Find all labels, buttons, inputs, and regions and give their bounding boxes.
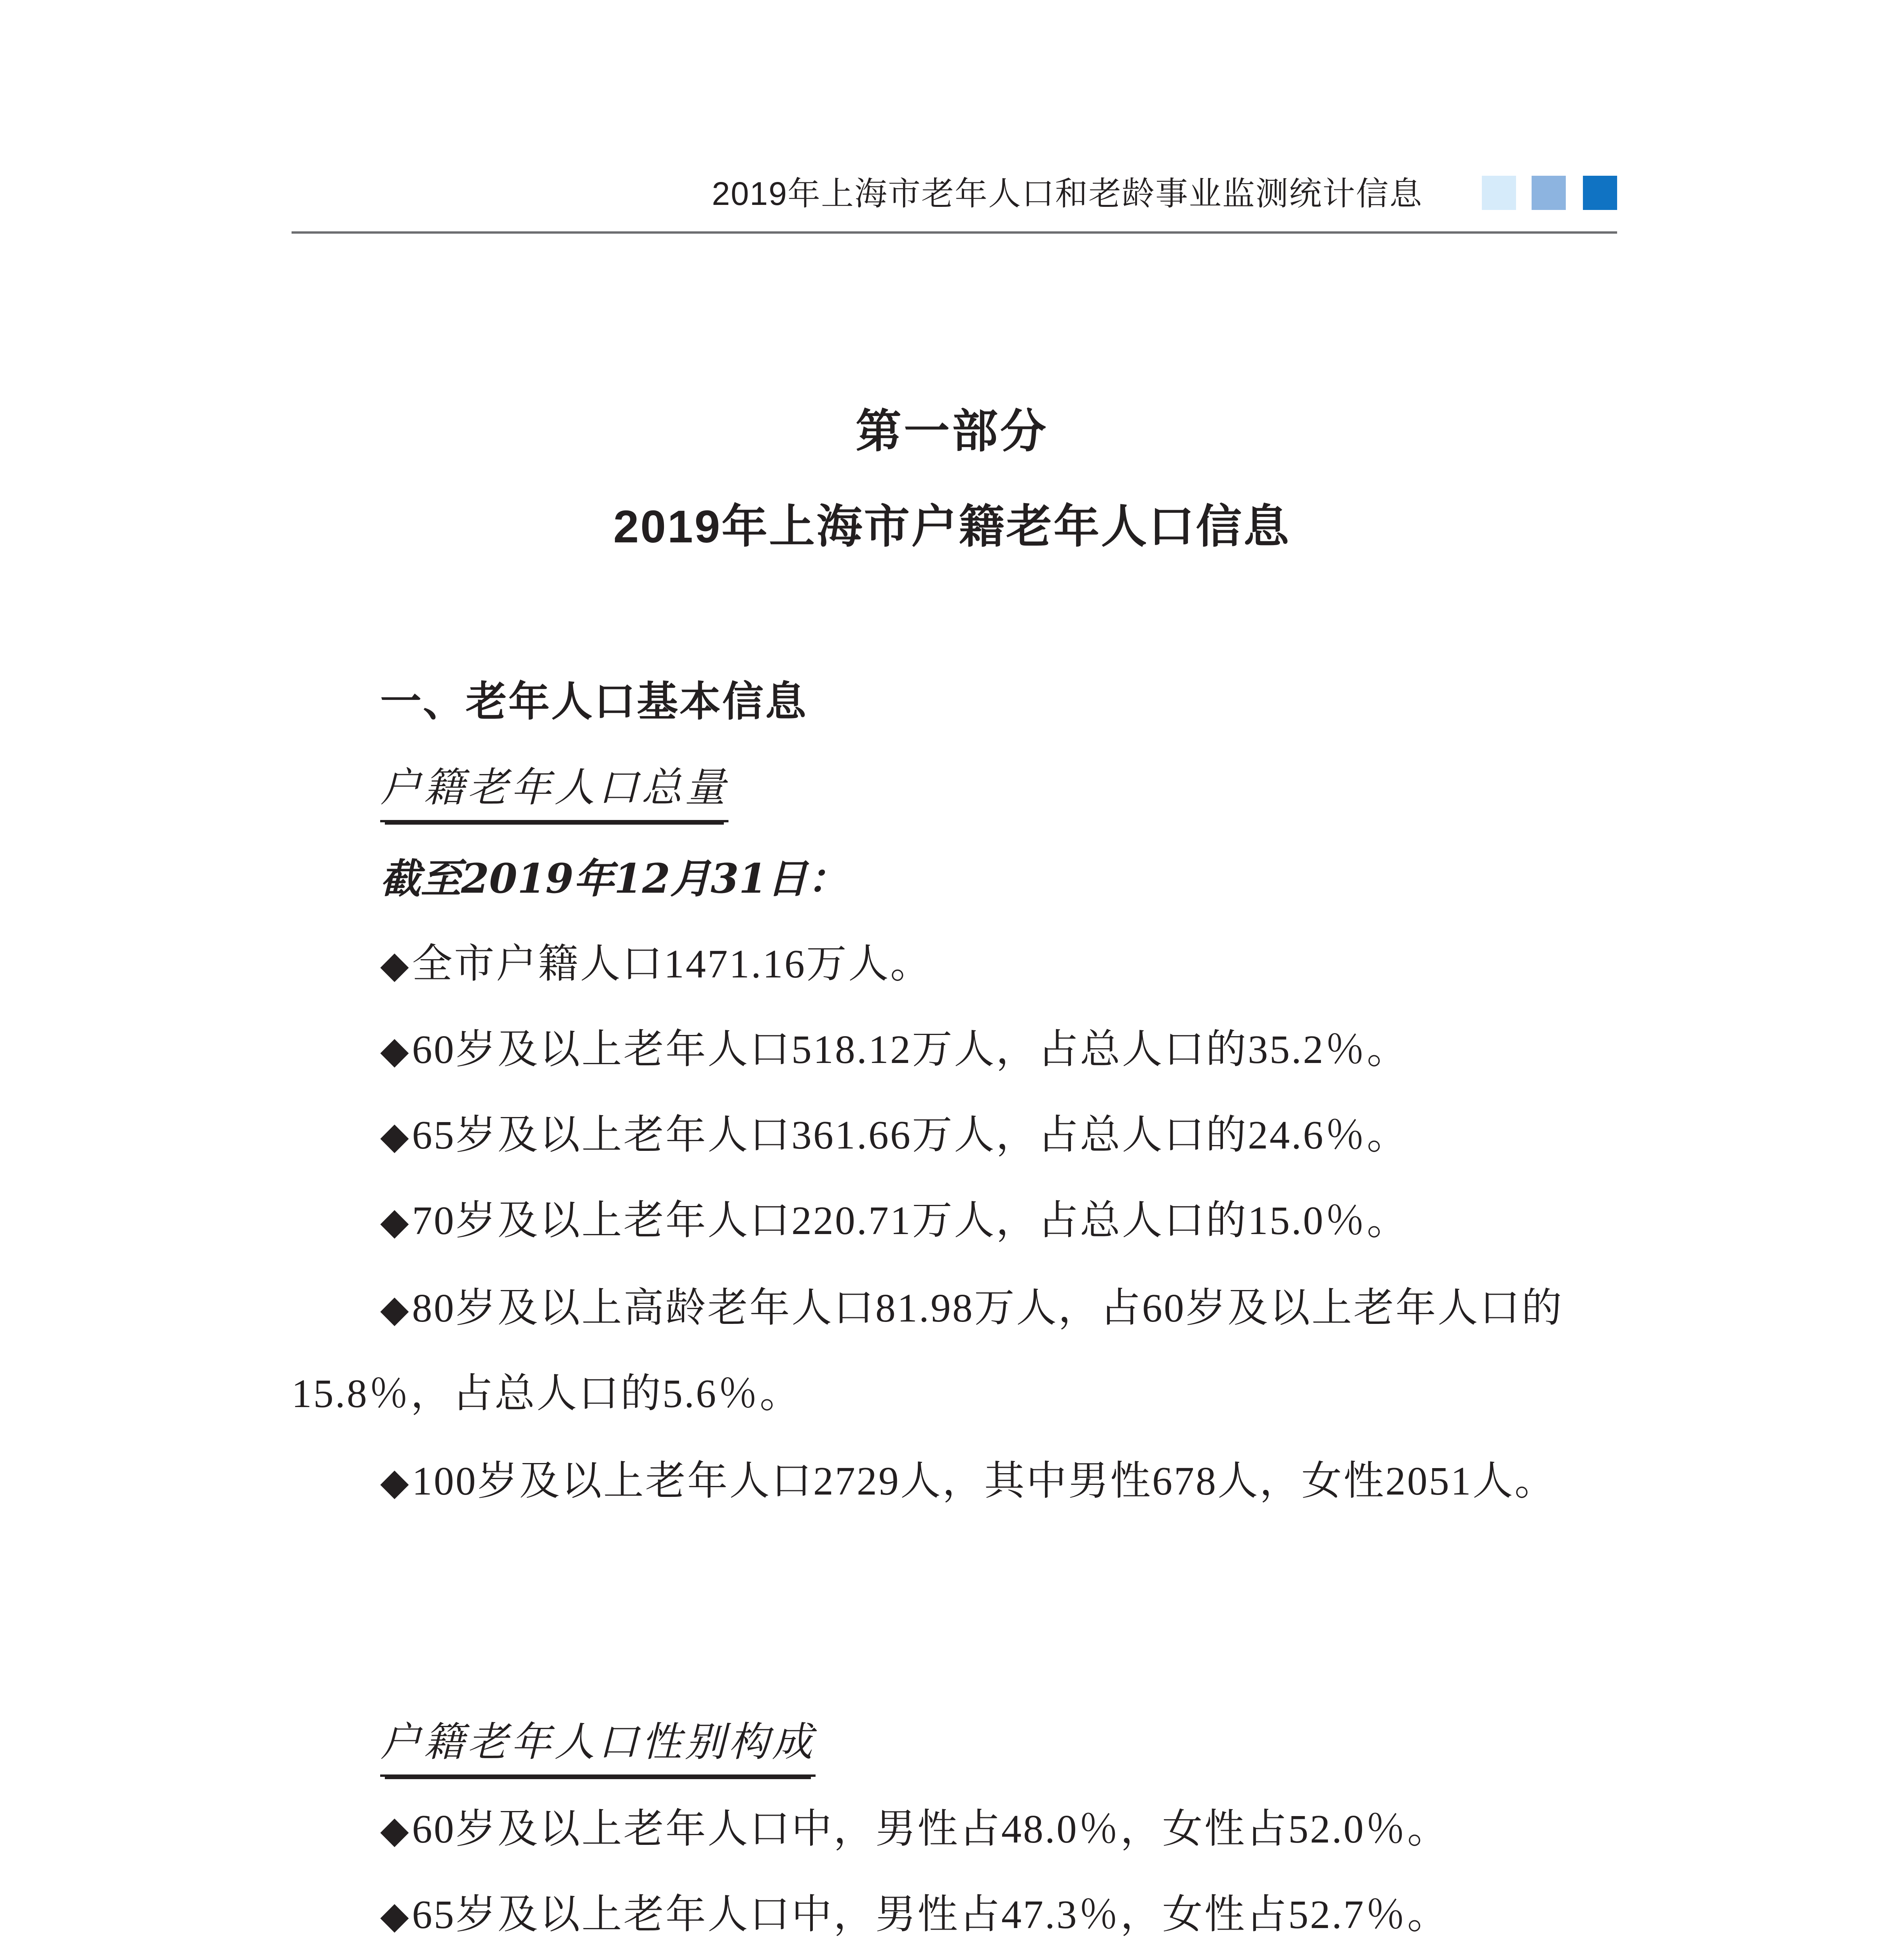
diamond-bullet-icon: ◆ (380, 1028, 410, 1072)
bullet-item (380, 1108, 1409, 1163)
bullet-continuation: 15.8％，占总人口的5.6％。 (292, 1371, 802, 1416)
diamond-bullet-icon: ◆ (380, 1199, 410, 1243)
date-line: 截至2019年12月31日： (380, 855, 848, 902)
diamond-bullet-icon: ◆ (380, 1808, 410, 1851)
bullet-text: 60岁及以上老年人口518.12万人，占总人口的35.2％。 (412, 1027, 1409, 1072)
bullet-text: 80岁及以上高龄老年人口81.98万人，占60岁及以上老年人口的 (412, 1286, 1563, 1330)
subheading-total: 户籍老年人口总量 (380, 760, 728, 822)
diamond-bullet-icon: ◆ (380, 1893, 410, 1937)
diamond-bullet-icon: ◆ (380, 1460, 410, 1503)
bullet-item (380, 1454, 1556, 1509)
section-heading: 一、老年人口基本信息 (380, 679, 808, 725)
bullet-item (380, 1023, 1409, 1077)
part-title: 2019年上海市户籍老年人口信息 (613, 501, 1291, 552)
header-rule (292, 231, 1617, 234)
diamond-bullet-icon: ◆ (380, 1114, 410, 1157)
bullet-text: 65岁及以上老年人口361.66万人，占总人口的24.6％。 (412, 1113, 1409, 1157)
bullet-item (380, 1802, 1449, 1857)
bullet-text: 60岁及以上老年人口中，男性占48.0％，女性占52.0％。 (412, 1807, 1449, 1851)
bullet-text: 65岁及以上老年人口中，男性占47.3％，女性占52.7％。 (412, 1892, 1449, 1937)
bullet-item (380, 1888, 1449, 1942)
running-header-title: 2019年上海市老年人口和老龄事业监测统计信息 (712, 175, 1423, 212)
part-label: 第一部分 (855, 406, 1048, 457)
subheading-gender: 户籍老年人口性别构成 (380, 1715, 816, 1777)
header-decor-square-dark (1583, 176, 1617, 210)
bullet-item (380, 1194, 1409, 1248)
diamond-bullet-icon: ◆ (380, 943, 410, 986)
bullet-text: 全市户籍人口1471.16万人。 (412, 942, 932, 986)
bullet-text: 70岁及以上老年人口220.71万人，占总人口的15.0％。 (412, 1198, 1409, 1243)
bullet-item (380, 937, 932, 992)
header-decor-square-light (1482, 176, 1516, 210)
diamond-bullet-icon: ◆ (380, 1287, 410, 1330)
running-header (292, 167, 1617, 229)
bullet-text: 100岁及以上老年人口2729人，其中男性678人，女性2051人。 (412, 1459, 1556, 1503)
bullet-item (380, 1281, 1563, 1336)
header-decor-square-medium (1532, 176, 1566, 210)
